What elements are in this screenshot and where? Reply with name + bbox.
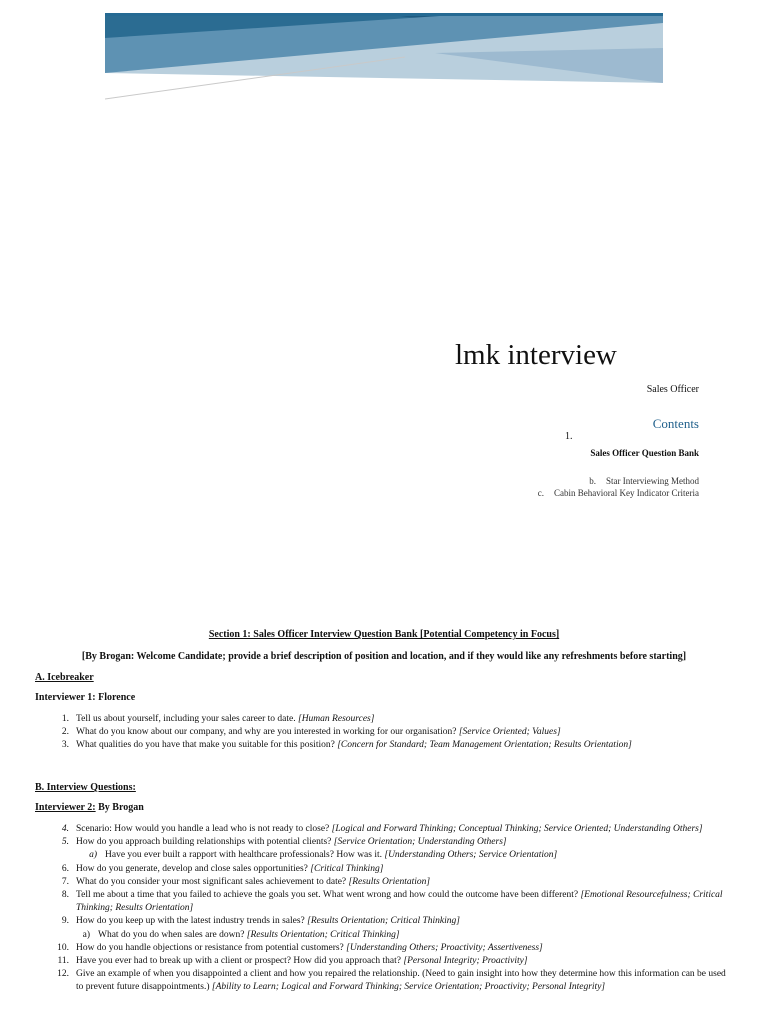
competency-tag: [Understanding Others; Proactivity; Assertiveness] (346, 942, 543, 953)
question-text: What do you know about our company, and why are you interested in working for our organisation? (76, 727, 459, 738)
competency-tag: [Human Resources] (298, 714, 375, 724)
competency-tag: [Results Orientation] (348, 876, 431, 887)
toc-number: 1. (565, 431, 573, 442)
item-number: 1. (61, 714, 69, 724)
item-number: 3. (61, 740, 69, 751)
competency-tag: [Results Orientation; Critical Thinking] (307, 916, 460, 927)
question-text: Scenario: How would you handle a lead who is not ready to close? (76, 824, 332, 834)
list-item (35, 823, 735, 836)
list-item (35, 836, 735, 849)
question-text: How do you keep up with the latest industry trends in sales? (76, 916, 308, 927)
item-number: 6. (61, 863, 69, 874)
question-text: Have you ever built a rapport with healthcare professionals? How was it. (105, 850, 385, 861)
item-number: 9. (61, 916, 69, 927)
item-number: a) (82, 929, 90, 940)
toc-item-text: Star Interviewing Method (606, 476, 699, 486)
list-item (35, 889, 735, 915)
interviewer-1-label: Interviewer 1: Florence (35, 692, 136, 703)
list-item (35, 955, 735, 968)
interviewer-2-label (35, 802, 144, 813)
competency-tag: [Critical Thinking] (310, 863, 384, 874)
item-number: 12. (57, 969, 69, 980)
question-text: How do you approach building relationships with potential clients? (76, 837, 334, 848)
question-text: Tell us about yourself, including your sales career to date. (76, 714, 298, 724)
item-number: 10. (57, 942, 69, 953)
list-item (35, 713, 735, 726)
question-text: How do you generate, develop and close sales opportunities? (76, 863, 311, 874)
document-subtitle: Sales Officer (646, 384, 699, 395)
icebreaker-question-list (35, 713, 735, 753)
question-text: What do you do when sales are down? (98, 929, 247, 940)
item-number: a) (89, 850, 97, 861)
question-text: Tell me about a time that you failed to achieve the goals you set. What went wrong and how could the outcome have been different? (76, 890, 581, 901)
interview-question-list (35, 823, 735, 995)
question-text: Give an example of when you disappointed a client and how you repaired the relationship. (Need to gain insight into how they determine how this information can be used to prevent future disappointments.) (76, 969, 726, 993)
interview-questions-heading: B. Interview Questions: (35, 782, 136, 793)
list-subitem (35, 849, 735, 862)
document-title: lmk interview (455, 339, 617, 371)
item-number: 8. (61, 890, 69, 901)
section-title: Section 1: Sales Officer Interview Question Bank [Potential Competency in Focus] (208, 629, 560, 640)
header-banner (105, 13, 663, 101)
list-item (35, 915, 735, 928)
list-item (35, 942, 735, 955)
list-item (35, 726, 735, 739)
item-number: 5. (61, 837, 69, 848)
list-item (35, 876, 735, 889)
list-item (35, 863, 735, 876)
icebreaker-heading: A. Icebreaker (35, 672, 94, 683)
interviewer-name: By Brogan (95, 802, 144, 813)
item-number: 2. (61, 727, 69, 738)
question-text: What qualities do you have that make you suitable for this position? (76, 740, 338, 751)
competency-tag: [Understanding Others; Service Orientation] (384, 850, 558, 861)
competency-tag: [Ability to Learn; Logical and Forward Thinking; Service Orientation; Proactivity; Personal Integrity] (211, 982, 606, 993)
question-text: What do you consider your most significant sales achievement to date? (76, 876, 349, 887)
toc-item-cabin-criteria[interactable] (538, 488, 699, 498)
item-number: 11. (57, 956, 69, 967)
toc-item-label: c. (537, 488, 545, 498)
competency-tag: [Logical and Forward Thinking; Conceptual Thinking; Service Oriented; Understanding Others] (331, 824, 703, 834)
competency-tag: [Personal Integrity; Proactivity] (403, 956, 528, 967)
section-note: [By Brogan: Welcome Candidate; provide a brief description of position and location, and if they would like any refreshments before starting] (81, 651, 687, 662)
question-text: How do you handle objections or resistance from potential customers? (76, 942, 347, 953)
item-number: 7. (61, 876, 69, 887)
competency-tag: [Concern for Standard; Team Management Orientation; Results Orientation] (337, 740, 632, 751)
toc-item-text: Cabin Behavioral Key Indicator Criteria (554, 488, 699, 498)
interviewer-label: Interviewer 2: (35, 802, 96, 813)
question-text: Have you ever had to break up with a client or prospect? How did you approach that? (76, 956, 404, 967)
toc-item-question-bank[interactable]: Sales Officer Question Bank (590, 448, 699, 458)
list-item (35, 739, 735, 752)
competency-tag: [Results Orientation; Critical Thinking] (246, 929, 400, 940)
competency-tag: [Emotional Resourcefulness; Critical Thinking; Results Orientation] (76, 890, 723, 914)
list-item (35, 968, 735, 994)
list-subitem (35, 929, 735, 942)
toc-item-label: b. (589, 476, 597, 486)
toc-item-star-method[interactable] (589, 476, 699, 486)
competency-tag: [Service Oriented; Values] (458, 727, 561, 738)
competency-tag: [Service Orientation; Understanding Others] (333, 837, 507, 848)
item-number: 4. (61, 824, 69, 834)
contents-heading: Contents (652, 416, 699, 431)
